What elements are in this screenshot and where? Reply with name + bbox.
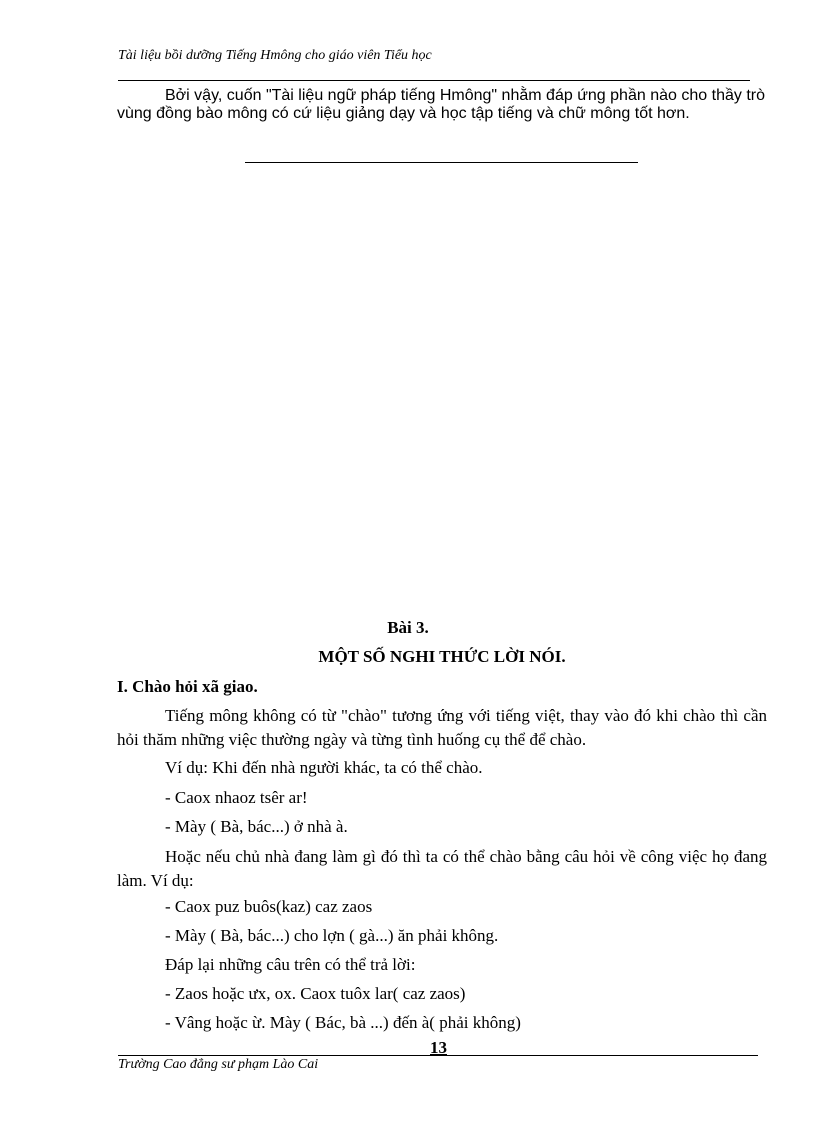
example-hmong-2: - Caox puz buôs(kaz) caz zaos — [165, 897, 373, 916]
page-number: 13 — [430, 1038, 447, 1057]
body-paragraph-2: Hoặc nếu chủ nhà đang làm gì đó thì ta có thể chào bằng câu hỏi về công việc họ đang làm. Ví dụ: — [117, 847, 767, 890]
section-heading: I. Chào hỏi xã giao. — [117, 677, 258, 696]
running-footer: Trường Cao đẳng sư phạm Lào Cai — [118, 1057, 319, 1072]
intro-paragraph — [117, 87, 765, 123]
lesson-title: MỘT SỐ NGHI THỨC LỜI NÓI. — [318, 647, 566, 666]
reply-hmong: - Zaos hoặc ưx, ox. Caox tuôx lar( caz zaos) — [165, 984, 466, 1003]
header-rule — [118, 80, 750, 81]
example-viet-2: - Mày ( Bà, bác...) cho lợn ( gà...) ăn phải không. — [165, 926, 499, 945]
example-intro: Ví dụ: Khi đến nhà người khác, ta có thể chào. — [165, 758, 483, 777]
example-hmong-1: - Caox nhaoz tsêr ar! — [165, 788, 308, 807]
body-paragraph-1: Tiếng mông không có từ "chào" tương ứng với tiếng việt, thay vào đó khi chào thì cần hỏi thăm những việc thường ngày và từng tình huống cụ thể để chào. — [117, 706, 767, 749]
lesson-number: Bài 3. — [387, 618, 429, 637]
reply-viet: - Vâng hoặc ừ. Mày ( Bác, bà ...) đến à( phải không) — [165, 1013, 521, 1032]
section-divider — [245, 162, 638, 163]
intro-text: Bởi vậy, cuốn "Tài liệu ngữ pháp tiếng Hmông" nhằm đáp ứng phần nào cho thầy trò vùng đồng bào mông có cứ liệu giảng dạy và học tập tiếng và chữ mông tốt hơn. — [117, 87, 765, 122]
example-viet-1: - Mày ( Bà, bác...) ở nhà à. — [165, 817, 348, 836]
reply-intro: Đáp lại những câu trên có thể trả lời: — [165, 955, 416, 974]
running-header: Tài liệu bồi dưỡng Tiếng Hmông cho giáo viên Tiểu học — [118, 48, 432, 63]
